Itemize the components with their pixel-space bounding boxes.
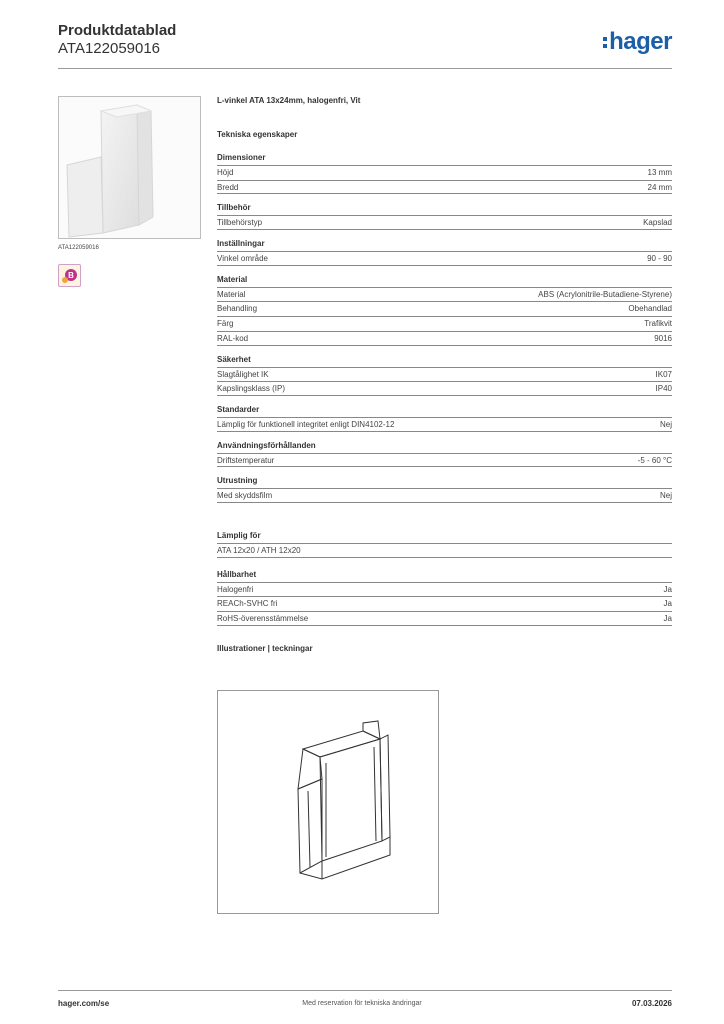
spec-rows (217, 543, 672, 558)
spec-value: 9016 (654, 333, 672, 343)
spec-rows (217, 453, 672, 468)
spec-row (217, 165, 672, 180)
section-title: Dimensioner (217, 153, 266, 162)
header-divider (58, 68, 672, 69)
spec-label: Höjd (217, 168, 234, 177)
spec-rows (217, 417, 672, 432)
spec-row (217, 417, 672, 432)
spec-row (217, 367, 672, 382)
footer-website: hager.com/se (58, 999, 110, 1008)
spec-row (217, 381, 672, 396)
spec-group (217, 275, 672, 346)
spec-group (217, 153, 672, 194)
spec-label: RAL-kod (217, 333, 249, 343)
suitable-section (217, 531, 672, 558)
spec-label: Tillbehörstyp (217, 218, 263, 228)
spec-value: -5 - 60 °C (637, 455, 672, 465)
svg-text:B: B (68, 271, 74, 280)
spec-value: 13 mm (647, 168, 672, 177)
spec-value: Nej (659, 419, 672, 429)
spec-row (217, 611, 672, 626)
spec-group (217, 239, 672, 266)
hager-logo (603, 28, 672, 56)
footer-date: 07.03.2026 (631, 999, 672, 1008)
section-title: Standarder (217, 404, 260, 414)
product-photo-image (59, 97, 200, 238)
spec-row (217, 488, 672, 503)
spec-rows (217, 582, 672, 626)
photo-caption: ATA122059016 (58, 245, 99, 251)
spec-label: Slagtålighet IK (217, 369, 269, 379)
spec-value: 90 - 90 (647, 254, 672, 264)
spec-label: Material (217, 289, 246, 299)
footer-divider (58, 990, 672, 991)
spec-value: Obehandlad (628, 304, 672, 314)
spec-content (217, 96, 672, 654)
spec-rows (217, 488, 672, 503)
spec-row (217, 596, 672, 611)
spec-label: Halogenfri (217, 584, 254, 594)
spec-group (217, 203, 672, 230)
spec-rows (217, 251, 672, 266)
spec-value: Nej (659, 491, 672, 501)
section-title: Hållbarhet (217, 569, 257, 579)
page-title: Produktdatablad (58, 22, 177, 39)
halogen-free-badge-icon (58, 264, 81, 287)
spec-value: Ja (663, 599, 672, 609)
spec-rows (217, 215, 672, 230)
spec-value: 24 mm (647, 182, 672, 192)
spec-value: Kapslad (643, 218, 672, 228)
illustrations-heading: Illustrationer | teckningar (217, 643, 313, 653)
spec-label: Lämplig för funktionell integritet enligt DIN4102-12 (217, 419, 395, 429)
spec-rows (217, 165, 672, 194)
spec-value: Ja (663, 614, 672, 623)
sustainability-section (217, 570, 672, 626)
spec-label: Kapslingsklass (IP) (217, 384, 286, 394)
spec-row (217, 543, 672, 558)
spec-row (217, 316, 672, 331)
spec-label: Behandling (217, 304, 258, 314)
section-title: Material (217, 274, 248, 284)
spec-label: ATA 12x20 / ATH 12x20 (217, 545, 301, 555)
footer-disclaimer: Med reservation för tekniska ändringar (302, 1000, 422, 1007)
product-name: L-vinkel ATA 13x24mm, halogenfri, Vit (217, 96, 361, 105)
spec-label: Med skyddsfilm (217, 491, 273, 501)
spec-label: Vinkel område (217, 254, 268, 264)
spec-value: Ja (663, 584, 672, 594)
product-code: ATA122059016 (58, 40, 161, 57)
logo-dots-icon (603, 37, 607, 48)
tech-heading: Tekniska egenskaper (217, 130, 298, 139)
section-title: Tillbehör (217, 203, 251, 213)
section-title: Lämplig för (217, 530, 261, 540)
section-title: Inställningar (217, 239, 265, 249)
spec-label: REACh-SVHC fri (217, 599, 278, 609)
section-title: Utrustning (217, 476, 258, 486)
spec-group (217, 441, 672, 468)
spec-rows (217, 287, 672, 346)
spec-row (217, 582, 672, 597)
spec-row (217, 251, 672, 266)
spec-rows (217, 367, 672, 396)
spec-sections (217, 153, 672, 503)
spec-group (217, 476, 672, 503)
spec-value: IP40 (655, 384, 672, 394)
spec-value: Trafikvit (644, 319, 672, 329)
section-title: Användningsförhållanden (217, 440, 316, 450)
spec-group (217, 405, 672, 432)
spec-label: Driftstemperatur (217, 455, 275, 465)
spec-row (217, 215, 672, 230)
l-angle-drawing (218, 691, 438, 913)
spec-group (217, 570, 672, 626)
logo-text: hager (609, 28, 672, 55)
spec-label: RoHS-överensstämmelse (217, 614, 309, 623)
spec-value: IK07 (655, 369, 672, 379)
product-photo (58, 96, 201, 239)
spec-group (217, 355, 672, 396)
technical-drawing (217, 690, 439, 914)
spec-group (217, 531, 672, 558)
spec-row (217, 287, 672, 302)
spec-row (217, 301, 672, 316)
spec-row (217, 331, 672, 346)
spec-label: Färg (217, 319, 234, 329)
section-title: Säkerhet (217, 354, 251, 364)
spec-value: ABS (Acrylonitrile-Butadiene-Styrene) (538, 289, 672, 299)
spec-label: Bredd (217, 182, 239, 192)
spec-row (217, 453, 672, 468)
spec-row (217, 180, 672, 195)
